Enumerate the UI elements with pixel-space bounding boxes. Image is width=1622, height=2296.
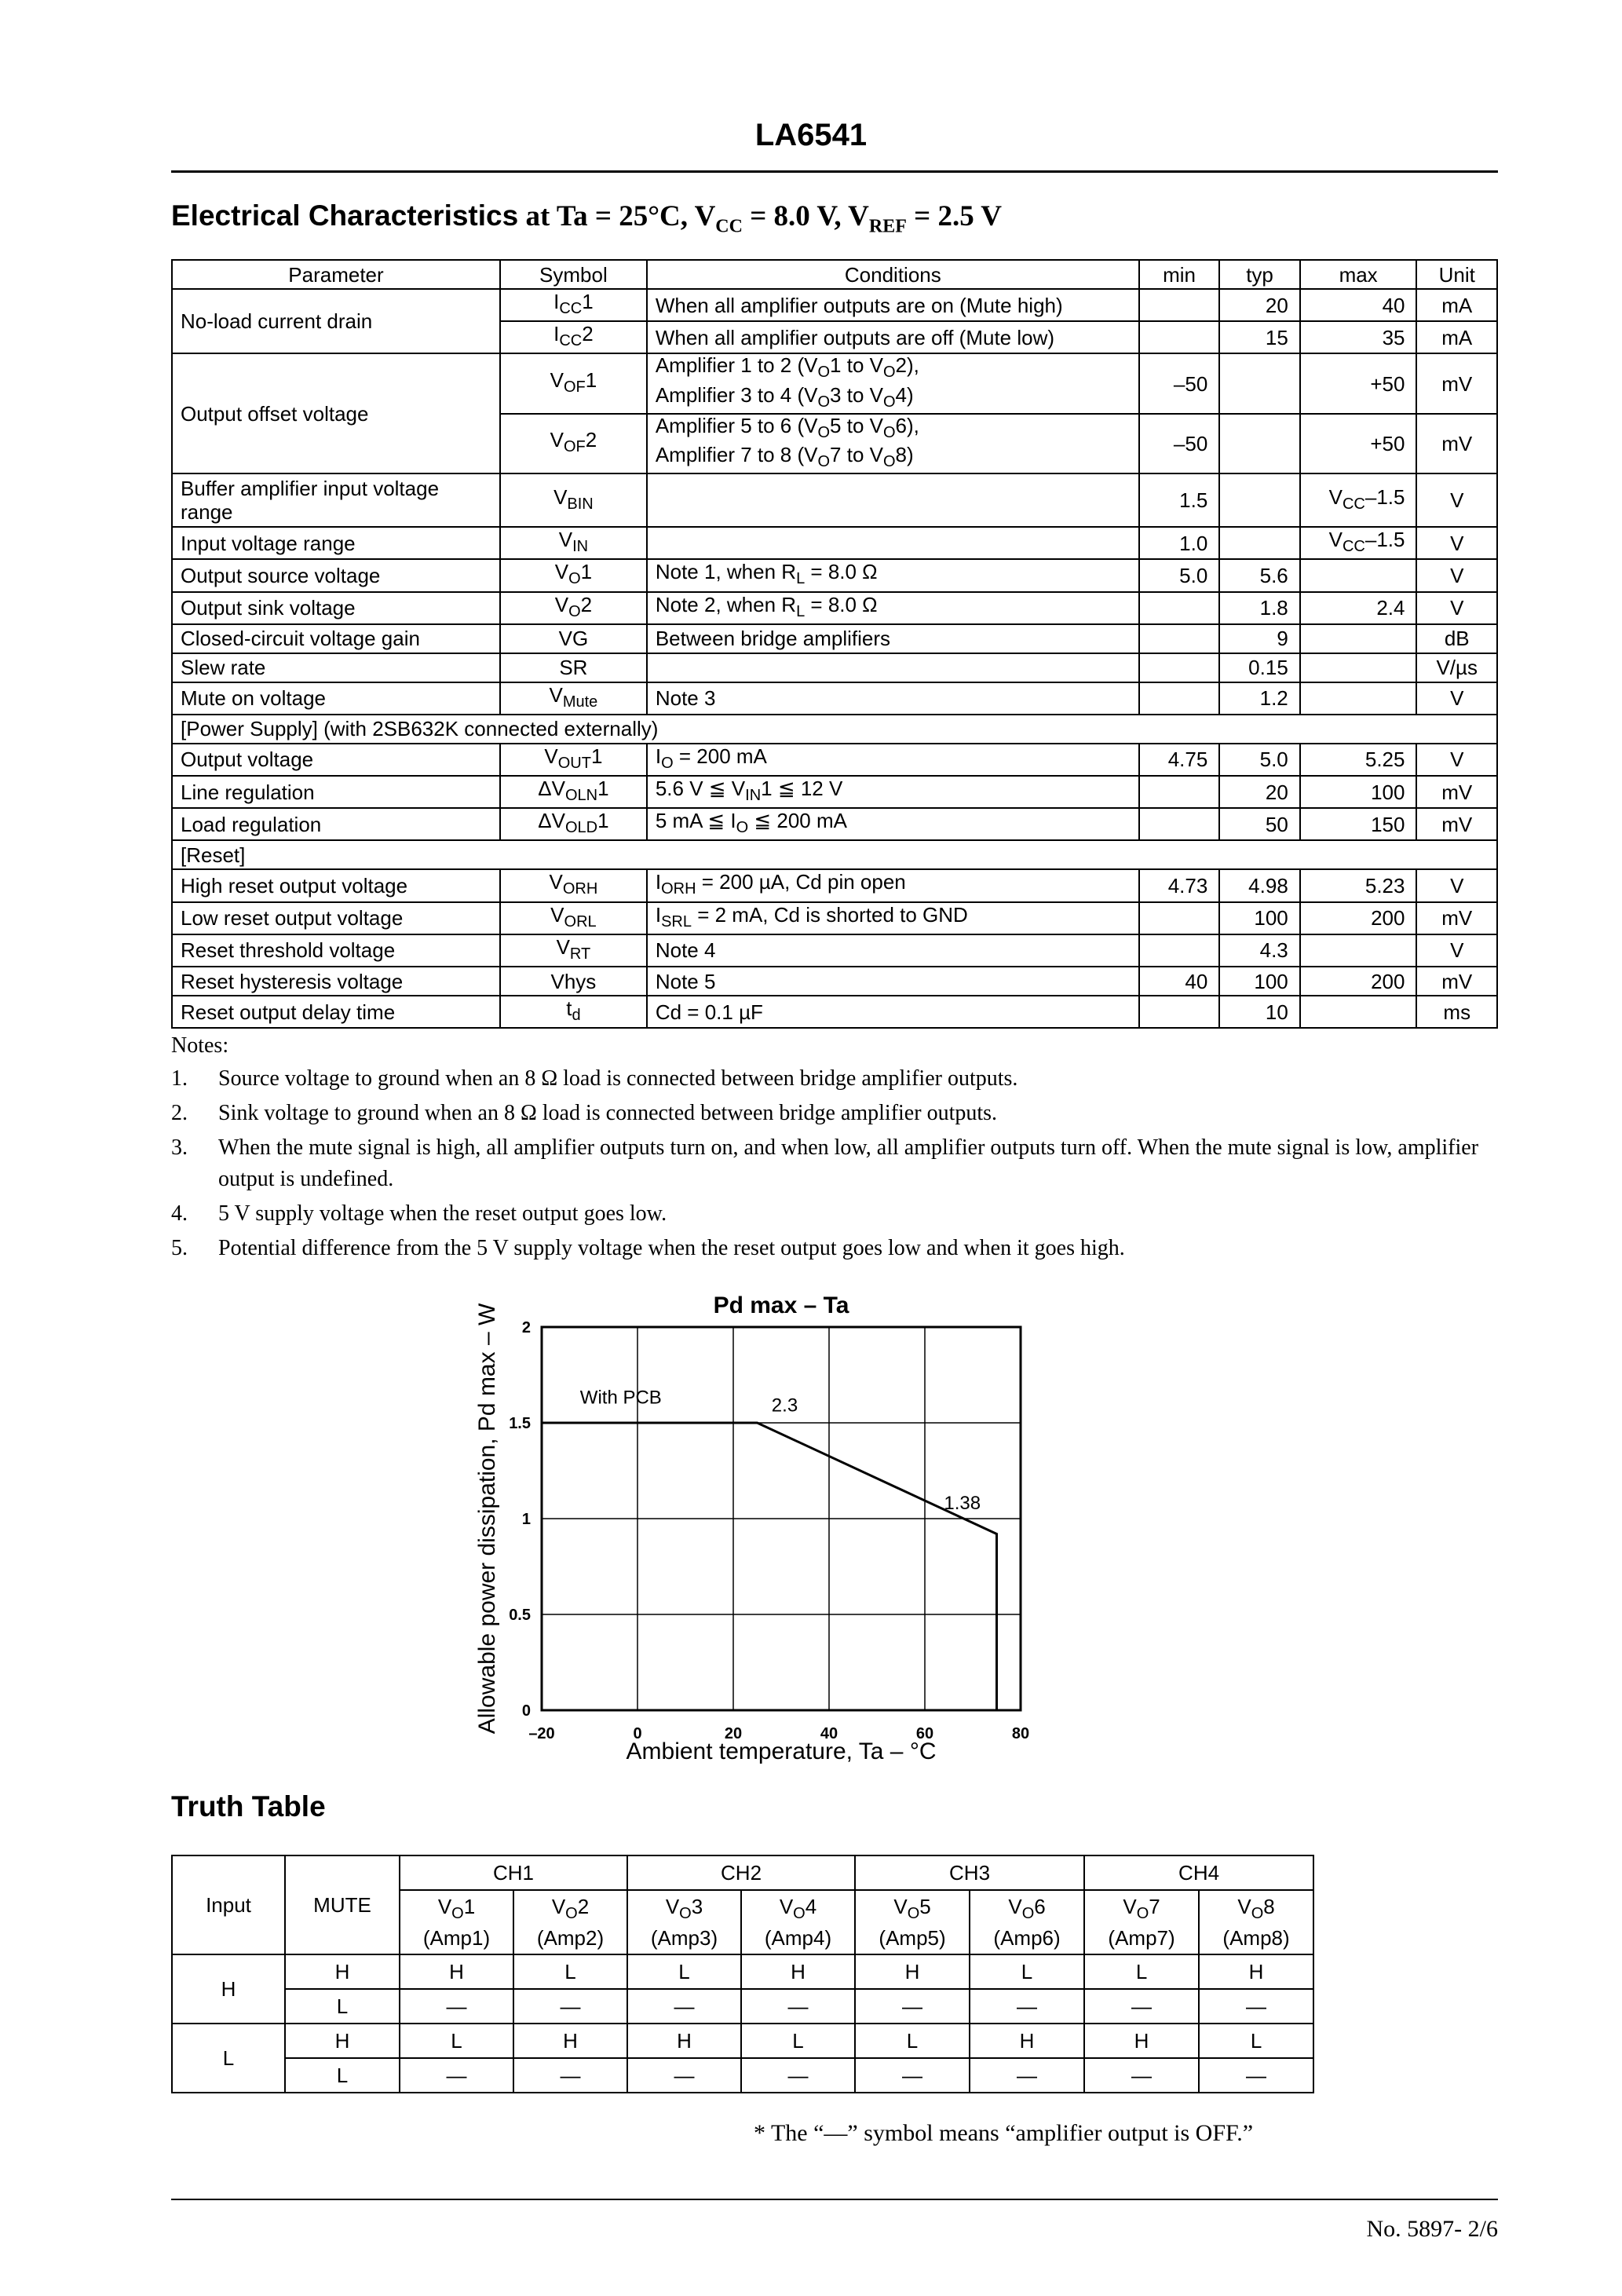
conditions-cell: Note 3 [647,682,1139,715]
unit-cell: V [1416,744,1497,776]
param-cell: Reset threshold voltage [172,934,500,967]
max-cell: 150 [1300,808,1417,840]
unit-cell: mV [1416,808,1497,840]
typ-cell: 1.8 [1219,592,1299,624]
input-header: Input [172,1855,285,1954]
typ-cell [1219,473,1299,527]
truth-table-footnote: * The “—” symbol means “amplifier output is OFF.” [754,2120,1254,2146]
max-cell: $V_{CC}-1.5$ [1300,473,1417,527]
output-header: $V_O7$ (Amp7) [1084,1890,1199,1954]
param-cell: Low reset output voltage [172,902,500,934]
unit-cell: dB [1416,624,1497,653]
unit-cell: mV [1416,967,1497,996]
x-tick-label: 60 [915,1725,934,1742]
output-cell: H [741,1954,855,1989]
symbol-cell: $V_{OUT}1$ [500,744,647,776]
output-cell: — [1084,1989,1199,2024]
mute-cell: L [285,1989,400,2024]
output-header: $V_O8$ (Amp8) [1199,1890,1313,1954]
symbol-cell: Vhys [500,967,647,996]
output-cell: L [1199,2024,1313,2058]
symbol-cell: $V_{OF}1$ [500,353,647,413]
chart-ticks [509,1319,1029,1742]
max-cell [1300,996,1417,1028]
table-section-row [172,840,1497,869]
table-row [172,996,1497,1028]
symbol-cell: $t_d$ [500,996,647,1028]
param-cell: Load regulation [172,808,500,840]
y-tick-label: 0 [521,1702,531,1720]
param-cell: Reset output delay time [172,996,500,1028]
output-cell: H [855,1954,970,1989]
note-item: 1. Source voltage to ground when an 8 Ω load is connected between bridge amplifier outputs. [171,1066,1018,1091]
note-item: 4. 5 V supply voltage when the reset output goes low. [171,1201,667,1226]
conditions-cell: $I_{ORH} = 200$ µA, Cd pin open [647,869,1139,901]
table-row [172,776,1497,808]
min-cell [1139,624,1219,653]
output-cell: — [400,1989,513,2024]
min-cell: 4.75 [1139,744,1219,776]
param-cell: Buffer amplifier input voltage range [172,473,500,527]
table-header-row [172,260,1497,289]
y-axis-label: Allowable power dissipation, Pd max – W [474,1303,500,1735]
output-cell: H [627,2024,741,2058]
col-header-typ: typ [1219,260,1299,289]
output-cell: — [855,1989,970,2024]
max-cell: $V_{CC}-1.5$ [1300,527,1417,559]
typ-cell: 5.0 [1219,744,1299,776]
col-header-symbol: Symbol [500,260,647,289]
unit-cell: V [1416,559,1497,591]
col-header-max: max [1300,260,1417,289]
x-tick-label: 80 [1011,1725,1030,1742]
min-cell [1139,902,1219,934]
note-item: 3. When the mute signal is high, all amplifier outputs turn on, and when low, all amplifier outputs turn off. When the mute signal is low, amplifier output is undefined. [171,1135,1479,1191]
output-cell: — [513,1989,627,2024]
table-row [172,869,1497,901]
param-cell: Input voltage range [172,527,500,559]
unit-cell: V [1416,592,1497,624]
truth-header-row [172,1855,1313,1890]
symbol-cell: $V_{Mute}$ [500,682,647,715]
mute-cell: H [285,2024,400,2058]
symbol-cell: $V_{RT}$ [500,934,647,967]
table-row [172,808,1497,840]
max-cell [1300,682,1417,715]
min-cell: 1.0 [1139,527,1219,559]
truth-table [171,1855,1314,2093]
typ-cell: 20 [1219,289,1299,321]
unit-cell: mV [1416,776,1497,808]
output-cell: — [741,2058,855,2093]
series-line-with-pcb [542,1423,997,1710]
typ-cell: 5.6 [1219,559,1299,591]
page-number: No. 5897- 2/6 [1366,2216,1498,2242]
x-tick-label: –20 [528,1725,555,1742]
symbol-cell: $V_{OF}2$ [500,414,647,473]
typ-cell [1219,353,1299,413]
max-cell: 200 [1300,967,1417,996]
truth-row [172,2058,1313,2093]
max-cell: +50 [1300,414,1417,473]
output-cell: L [970,1954,1084,1989]
unit-cell: V [1416,527,1497,559]
conditions-cell: Note 5 [647,967,1139,996]
output-cell: — [513,2058,627,2093]
output-cell: H [1199,1954,1313,1989]
input-cell: H [172,1954,285,2024]
typ-cell [1219,527,1299,559]
conditions-cell: Note 2, when $R_L = 8.0$ Ω [647,592,1139,624]
typ-cell: 1.2 [1219,682,1299,715]
symbol-cell: $V_{BIN}$ [500,473,647,527]
truth-row [172,2024,1313,2058]
conditions-cell [647,473,1139,527]
output-header: $V_O1$ (Amp1) [400,1890,513,1954]
electrical-characteristics-table [171,259,1498,1029]
unit-cell: V [1416,869,1497,901]
max-cell [1300,934,1417,967]
min-cell [1139,996,1219,1028]
min-cell [1139,653,1219,682]
col-header-conditions: Conditions [647,260,1139,289]
typ-cell: 9 [1219,624,1299,653]
channel-header: CH4 [1084,1855,1313,1890]
symbol-cell: $I_{CC}2$ [500,321,647,353]
output-cell: — [970,1989,1084,2024]
symbol-cell: $\Delta V_{OLD}1$ [500,808,647,840]
min-cell [1139,934,1219,967]
conditions-cell: Between bridge amplifiers [647,624,1139,653]
chart-annotation: With PCB [579,1387,662,1409]
output-header: $V_O3$ (Amp3) [627,1890,741,1954]
output-header: $V_O5$ (Amp5) [855,1890,970,1954]
truth-table-heading: Truth Table [171,1790,326,1823]
output-cell: H [400,1954,513,1989]
max-cell: 35 [1300,321,1417,353]
output-cell: L [513,1954,627,1989]
min-cell [1139,289,1219,321]
param-cell: Mute on voltage [172,682,500,715]
output-cell: — [1084,2058,1199,2093]
symbol-cell: $I_{CC}1$ [500,289,647,321]
typ-cell: 0.15 [1219,653,1299,682]
electrical-characteristics-heading [171,199,1002,237]
ec-heading-main: Electrical Characteristics [171,199,519,232]
conditions-cell: Amplifier 1 to 2 ($V_O1$ to $V_O2$), Amplifier 3 to 4 ($V_O3$ to $V_O4$) [647,353,1139,413]
output-header: $V_O4$ (Amp4) [741,1890,855,1954]
conditions-cell: When all amplifier outputs are off (Mute low) [647,321,1139,353]
output-cell: — [627,2058,741,2093]
max-cell: 100 [1300,776,1417,808]
max-cell [1300,559,1417,591]
channel-header: CH3 [855,1855,1084,1890]
section-label-reset: [Reset] [172,840,1497,869]
conditions-cell: Cd = 0.1 µF [647,996,1139,1028]
output-header: $V_O2$ (Amp2) [513,1890,627,1954]
unit-cell: mA [1416,289,1497,321]
max-cell [1300,653,1417,682]
min-cell: 1.5 [1139,473,1219,527]
typ-cell: 50 [1219,808,1299,840]
conditions-cell: 5 mA ≦ $I_O$ ≦ 200 mA [647,808,1139,840]
typ-cell: 15 [1219,321,1299,353]
output-cell: — [627,1989,741,2024]
table-row [172,559,1497,591]
note-item: 2. Sink voltage to ground when an 8 Ω load is connected between bridge amplifier outputs. [171,1101,998,1125]
min-cell: –50 [1139,414,1219,473]
output-cell: — [1199,1989,1313,2024]
output-cell: L [1084,1954,1199,1989]
chart-grid [542,1327,1021,1710]
typ-cell: 100 [1219,967,1299,996]
min-cell [1139,808,1219,840]
conditions-cell: Amplifier 5 to 6 ($V_O5$ to $V_O6$), Amplifier 7 to 8 ($V_O7$ to $V_O8$) [647,414,1139,473]
min-cell: 4.73 [1139,869,1219,901]
chart-annotations [580,1387,981,1514]
ec-heading-conditions: at Ta = 25°C, $V_{CC} = 8.0$ V, $V_{REF} = 2.5$ V [518,200,1003,237]
min-cell: –50 [1139,353,1219,413]
unit-cell: mV [1416,414,1497,473]
param-cell: Slew rate [172,653,500,682]
footer-rule [171,2199,1498,2200]
output-cell: L [627,1954,741,1989]
symbol-cell: $V_O1$ [500,559,647,591]
unit-cell: V [1416,682,1497,715]
conditions-cell [647,527,1139,559]
input-cell: L [172,2024,285,2093]
symbol-cell: $V_{ORL}$ [500,902,647,934]
table-row [172,592,1497,624]
x-tick-label: 20 [724,1725,743,1742]
table-row [172,934,1497,967]
output-cell: — [400,2058,513,2093]
pd-max-ta-chart [471,1288,1030,1782]
table-row [172,527,1497,559]
table-row [172,967,1497,996]
x-tick-label: 0 [633,1725,642,1742]
param-cell: Line regulation [172,776,500,808]
output-cell: H [970,2024,1084,2058]
output-cell: — [741,1989,855,2024]
conditions-cell: 5.6 V ≦ $V_{IN}1$ ≦ 12 V [647,776,1139,808]
min-cell [1139,321,1219,353]
table-section-row [172,715,1497,744]
notes-title: Notes: [171,1033,229,1058]
symbol-cell: $V_{IN}$ [500,527,647,559]
output-cell: — [970,2058,1084,2093]
param-cell: Closed-circuit voltage gain [172,624,500,653]
mute-cell: H [285,1954,400,1989]
max-cell: 5.23 [1300,869,1417,901]
conditions-cell: Note 1, when $R_L = 8.0$ Ω [647,559,1139,591]
typ-cell: 4.3 [1219,934,1299,967]
col-header-unit: Unit [1416,260,1497,289]
min-cell [1139,776,1219,808]
truth-row [172,1989,1313,2024]
symbol-cell: SR [500,653,647,682]
table-row [172,473,1497,527]
param-cell: No-load current drain [172,289,500,353]
min-cell [1139,592,1219,624]
chart-title: Pd max – Ta [713,1292,849,1318]
max-cell: +50 [1300,353,1417,413]
table-row [172,744,1497,776]
max-cell: 40 [1300,289,1417,321]
max-cell: 5.25 [1300,744,1417,776]
channel-header: CH2 [627,1855,855,1890]
param-cell: Output offset voltage [172,353,500,473]
output-cell: H [1084,2024,1199,2058]
output-cell: L [855,2024,970,2058]
table-row [172,353,1497,413]
conditions-cell: $I_{SRL} = 2$ mA, Cd is shorted to GND [647,902,1139,934]
col-header-min: min [1139,260,1219,289]
y-tick-label: 0.5 [509,1607,531,1624]
mute-header: MUTE [285,1855,400,1954]
conditions-cell: When all amplifier outputs are on (Mute high) [647,289,1139,321]
unit-cell: mV [1416,902,1497,934]
table-row [172,289,1497,321]
min-cell: 40 [1139,967,1219,996]
channel-header: CH1 [400,1855,627,1890]
output-cell: — [855,2058,970,2093]
notes-section [171,1029,1498,1267]
table-row [172,902,1497,934]
y-tick-label: 2 [521,1319,531,1336]
param-cell: Reset hysteresis voltage [172,967,500,996]
truth-row [172,1954,1313,1989]
output-cell: — [1199,2058,1313,2093]
min-cell: 5.0 [1139,559,1219,591]
max-cell [1300,624,1417,653]
unit-cell: mA [1416,321,1497,353]
part-number-title: LA6541 [754,118,868,152]
param-cell: Output source voltage [172,559,500,591]
unit-cell: V/µs [1416,653,1497,682]
section-label-power-supply: [Power Supply] (with 2SB632K connected externally) [172,715,1497,744]
col-header-parameter: Parameter [172,260,500,289]
header-rule [171,170,1498,173]
typ-cell: 10 [1219,996,1299,1028]
table-row [172,653,1497,682]
conditions-cell [647,653,1139,682]
symbol-cell: $V_O2$ [500,592,647,624]
note-item: 5. Potential difference from the 5 V supply voltage when the reset output goes low and when it goes high. [171,1236,1125,1260]
conditions-cell: Note 4 [647,934,1139,967]
table-row [172,624,1497,653]
typ-cell: 4.98 [1219,869,1299,901]
typ-cell: 20 [1219,776,1299,808]
param-cell: Output sink voltage [172,592,500,624]
y-tick-label: 1.5 [509,1415,531,1432]
unit-cell: mV [1416,353,1497,413]
max-cell: 2.4 [1300,592,1417,624]
chart-annotation: 2.3 [771,1395,798,1417]
y-tick-label: 1 [521,1511,531,1528]
min-cell [1139,682,1219,715]
typ-cell: 100 [1219,902,1299,934]
unit-cell: V [1416,473,1497,527]
chart-annotation: 1.38 [944,1492,981,1514]
conditions-cell: $I_O = 200$ mA [647,744,1139,776]
unit-cell: ms [1416,996,1497,1028]
param-cell: Output voltage [172,744,500,776]
symbol-cell: $\Delta V_{OLN}1$ [500,776,647,808]
output-cell: H [513,2024,627,2058]
symbol-cell: VG [500,624,647,653]
unit-cell: V [1416,934,1497,967]
output-cell: L [400,2024,513,2058]
mute-cell: L [285,2058,400,2093]
symbol-cell: $V_{ORH}$ [500,869,647,901]
x-tick-label: 40 [820,1725,838,1742]
typ-cell [1219,414,1299,473]
output-cell: L [741,2024,855,2058]
table-row [172,682,1497,715]
param-cell: High reset output voltage [172,869,500,901]
x-axis-label: Ambient temperature, Ta – °C [626,1738,937,1764]
output-header: $V_O6$ (Amp6) [970,1890,1084,1954]
max-cell: 200 [1300,902,1417,934]
